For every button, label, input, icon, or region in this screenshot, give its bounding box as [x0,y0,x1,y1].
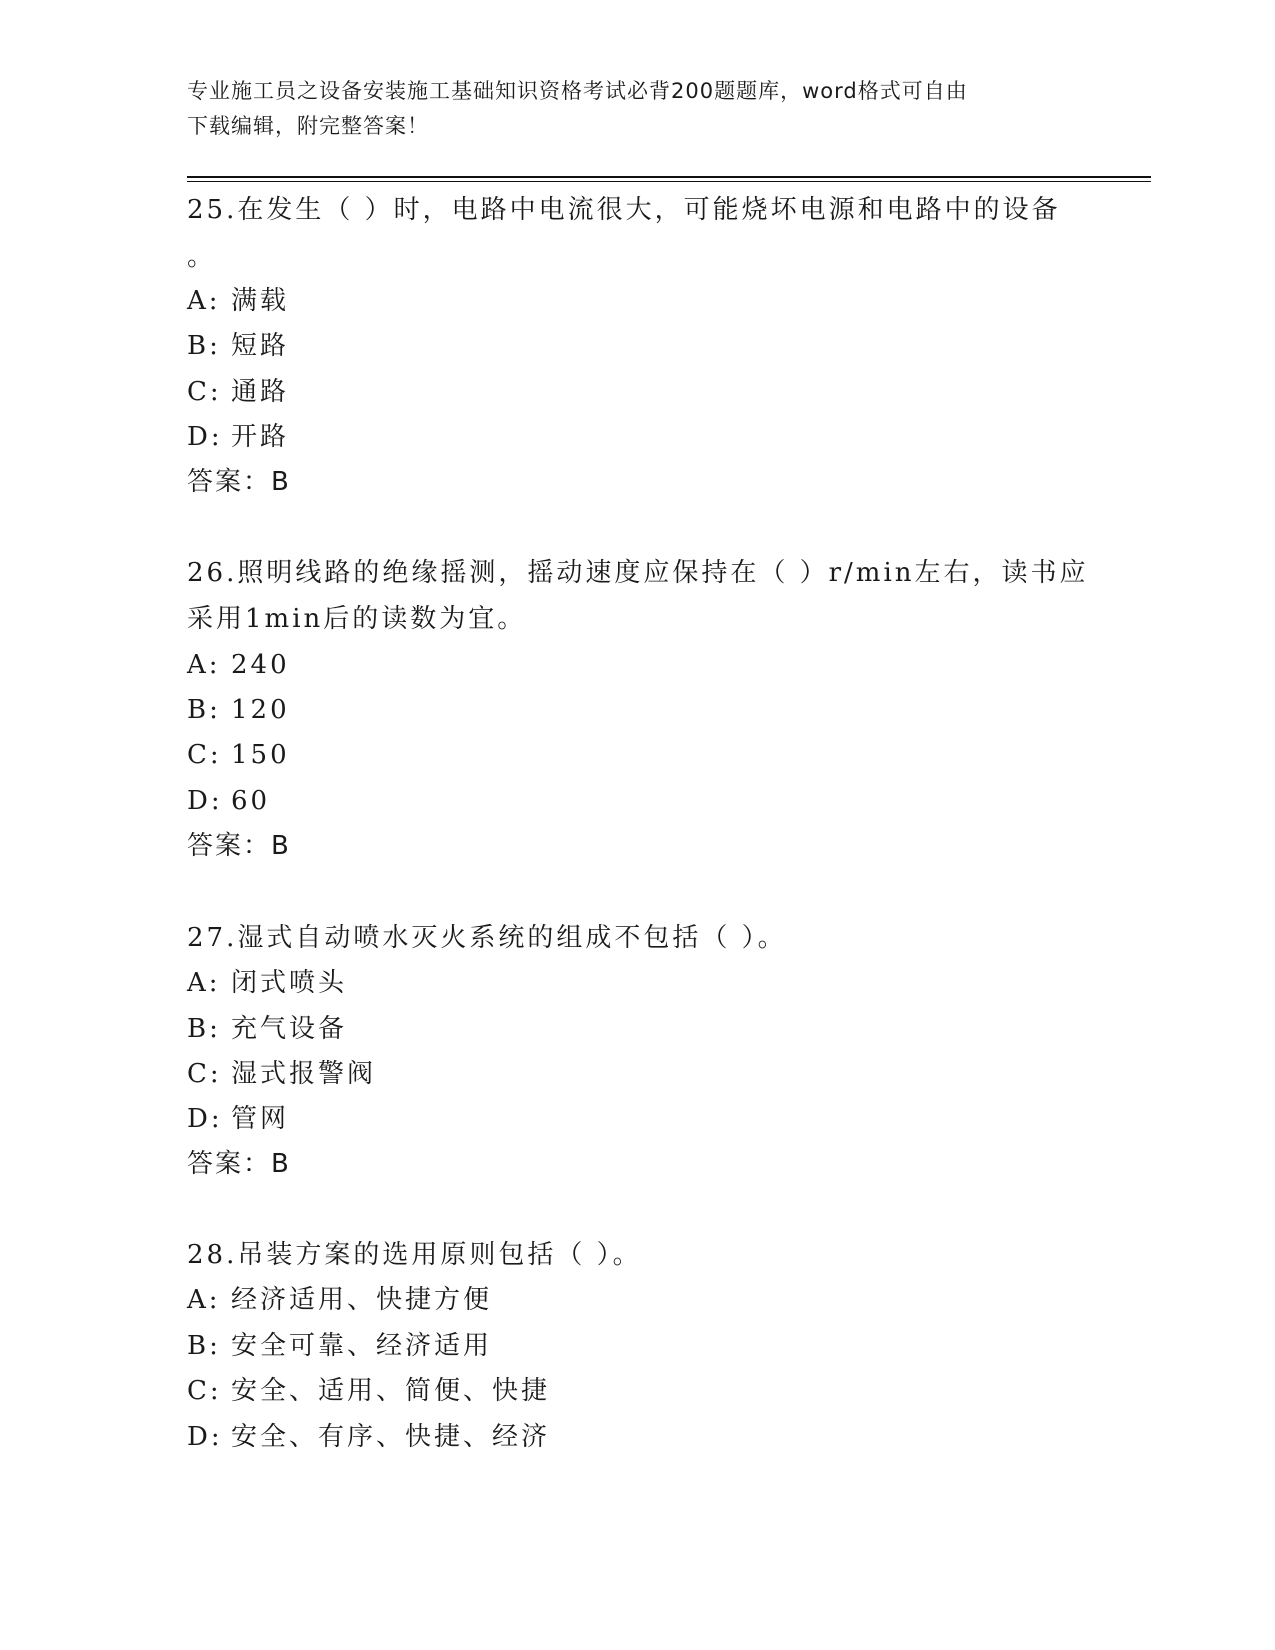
header-divider-thick [187,176,1151,178]
question-stem: 26.照明线路的绝缘摇测，摇动速度应保持在（ ）r/min左右，读书应 [187,558,1089,588]
option-c: C: 通路 [187,377,290,407]
option-a: A: 闭式喷头 [187,968,348,998]
option-a: A: 经济适用、快捷方便 [187,1285,493,1315]
option-b: B: 充气设备 [187,1014,348,1044]
answer: 答案：B [187,831,291,861]
header-divider-thin [187,181,1151,182]
question-stem: 25.在发生（ ）时，电路中电流很大，可能烧坏电源和电路中的设备 [187,195,1061,225]
option-a: A: 240 [187,650,290,680]
option-c: C: 150 [187,740,290,770]
option-d: D: 管网 [187,1104,290,1134]
question-stem: 28.吊装方案的选用原则包括（ ）。 [187,1240,642,1270]
document-header [187,74,1067,144]
option-b: B: 120 [187,695,290,725]
option-d: D: 开路 [187,422,290,452]
answer: 答案：B [187,1149,291,1179]
header-line-2: 下载编辑，附完整答案！ [187,114,429,138]
question-stem-continued: 。 [187,242,217,272]
option-d: D: 安全、有序、快捷、经济 [187,1422,551,1452]
option-b: B: 短路 [187,331,290,361]
option-b: B: 安全可靠、经济适用 [187,1331,493,1361]
option-d: D: 60 [187,786,271,816]
option-c: C: 安全、适用、简便、快捷 [187,1376,551,1406]
question-stem: 27.湿式自动喷水灭火系统的组成不包括（ ）。 [187,923,787,953]
header-line-1: 专业施工员之设备安装施工基础知识资格考试必背200题题库，word格式可自由 [187,79,968,103]
option-a: A: 满载 [187,286,290,316]
question-stem-continued: 采用1min后的读数为宜。 [187,604,527,634]
option-c: C: 湿式报警阀 [187,1059,377,1089]
answer: 答案：B [187,467,291,497]
